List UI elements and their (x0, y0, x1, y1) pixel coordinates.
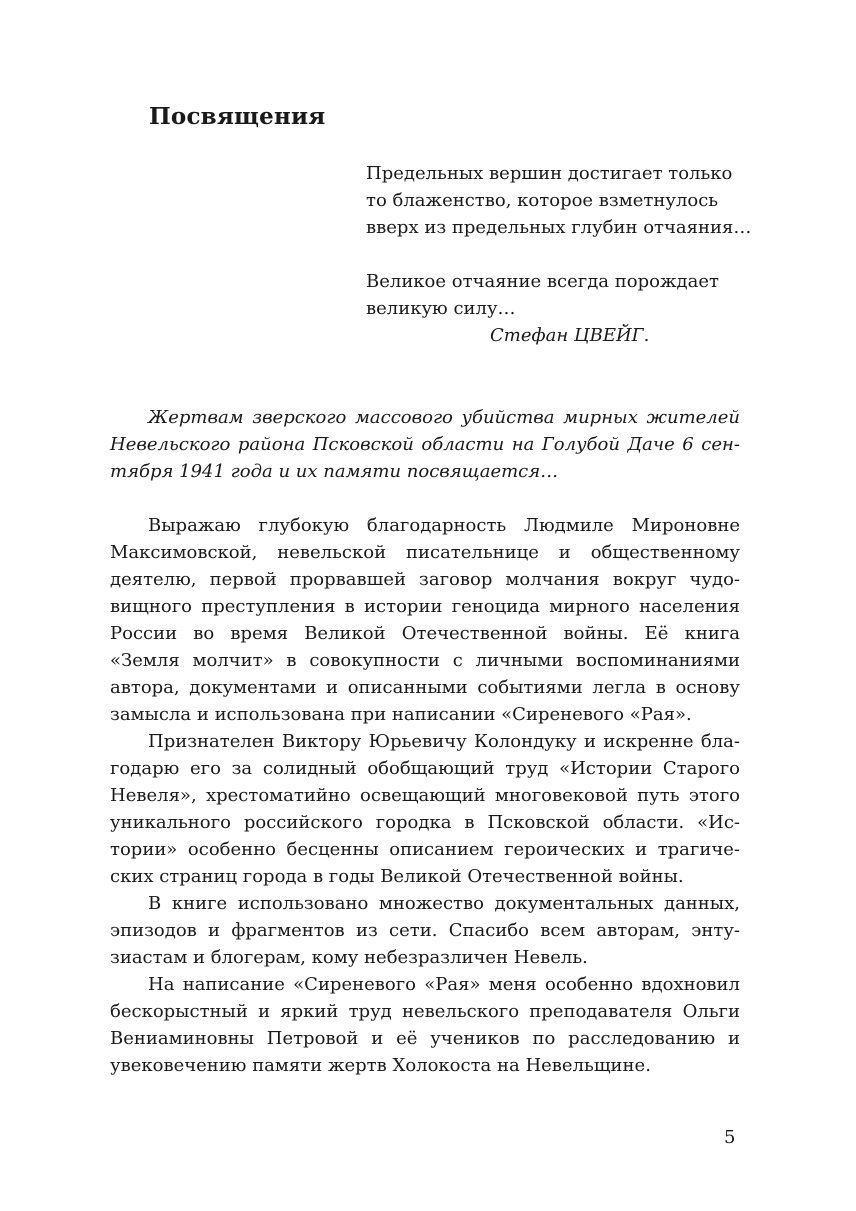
epigraph (366, 160, 756, 349)
acknowledgement-paragraph: Выражаю глубокую благодарность Людмиле Мироновне Максимовской, невельской писательнице и общественному деятелю, первой прорвавшей заговор молчания вокруг чудовищного преступления в истории геноцида мирного населения России во время Великой Отечественной войны. Её книга «Земля молчит» в совокупности с личными воспоминаниями автора, документами и описанными событиями легла в основу замысла и использована при написании «Сиреневого «Рая». (110, 515, 740, 725)
epigraph-paragraph-text: Великое отчаяние всегда порождает великую силу… (366, 271, 719, 319)
epigraph-paragraph (366, 268, 756, 349)
epigraph-author: Стефан ЦВЕЙГ. (490, 325, 650, 346)
page-number: 5 (724, 1127, 736, 1148)
dedication-text: Жертвам зверского массового убийства мирных жителей Невельского района Псковской области на Голубой Даче 6 сентября 1941 года и их памяти посвящается… (110, 407, 740, 482)
acknowledgement-paragraph: Признателен Виктору Юрьевичу Колондуку и искренне благодарю его за солидный обобщающий труд «Истории Старого Невеля», хрестоматийно освещающий многовековой путь этого уникального российского городка в Псковской области. «Истории» особенно бесценны описанием героических и трагических страниц города в годы Великой Отечественной войны. (110, 731, 740, 887)
acknowledgement-paragraph: В книге использовано множество документальных данных, эпизодов и фрагментов из сети. Спасибо всем авторам, энтузиастам и блогерам, кому небезразличен Невель. (110, 893, 740, 968)
epigraph-paragraph: Предельных вершин достигает только то блаженство, которое взметнулось вверх из предельных глубин отчаяния… (366, 163, 752, 238)
acknowledgements (110, 512, 740, 1079)
acknowledgement-paragraph: На написание «Сиреневого «Рая» меня особенно вдохновил бескорыстный и яркий труд невельского преподавателя Ольги Вениаминовны Петровой и её учеников по расследованию и увековечению памяти жертв Холокоста на Невельщине. (110, 974, 740, 1076)
page-title: Посвящения (149, 103, 326, 130)
